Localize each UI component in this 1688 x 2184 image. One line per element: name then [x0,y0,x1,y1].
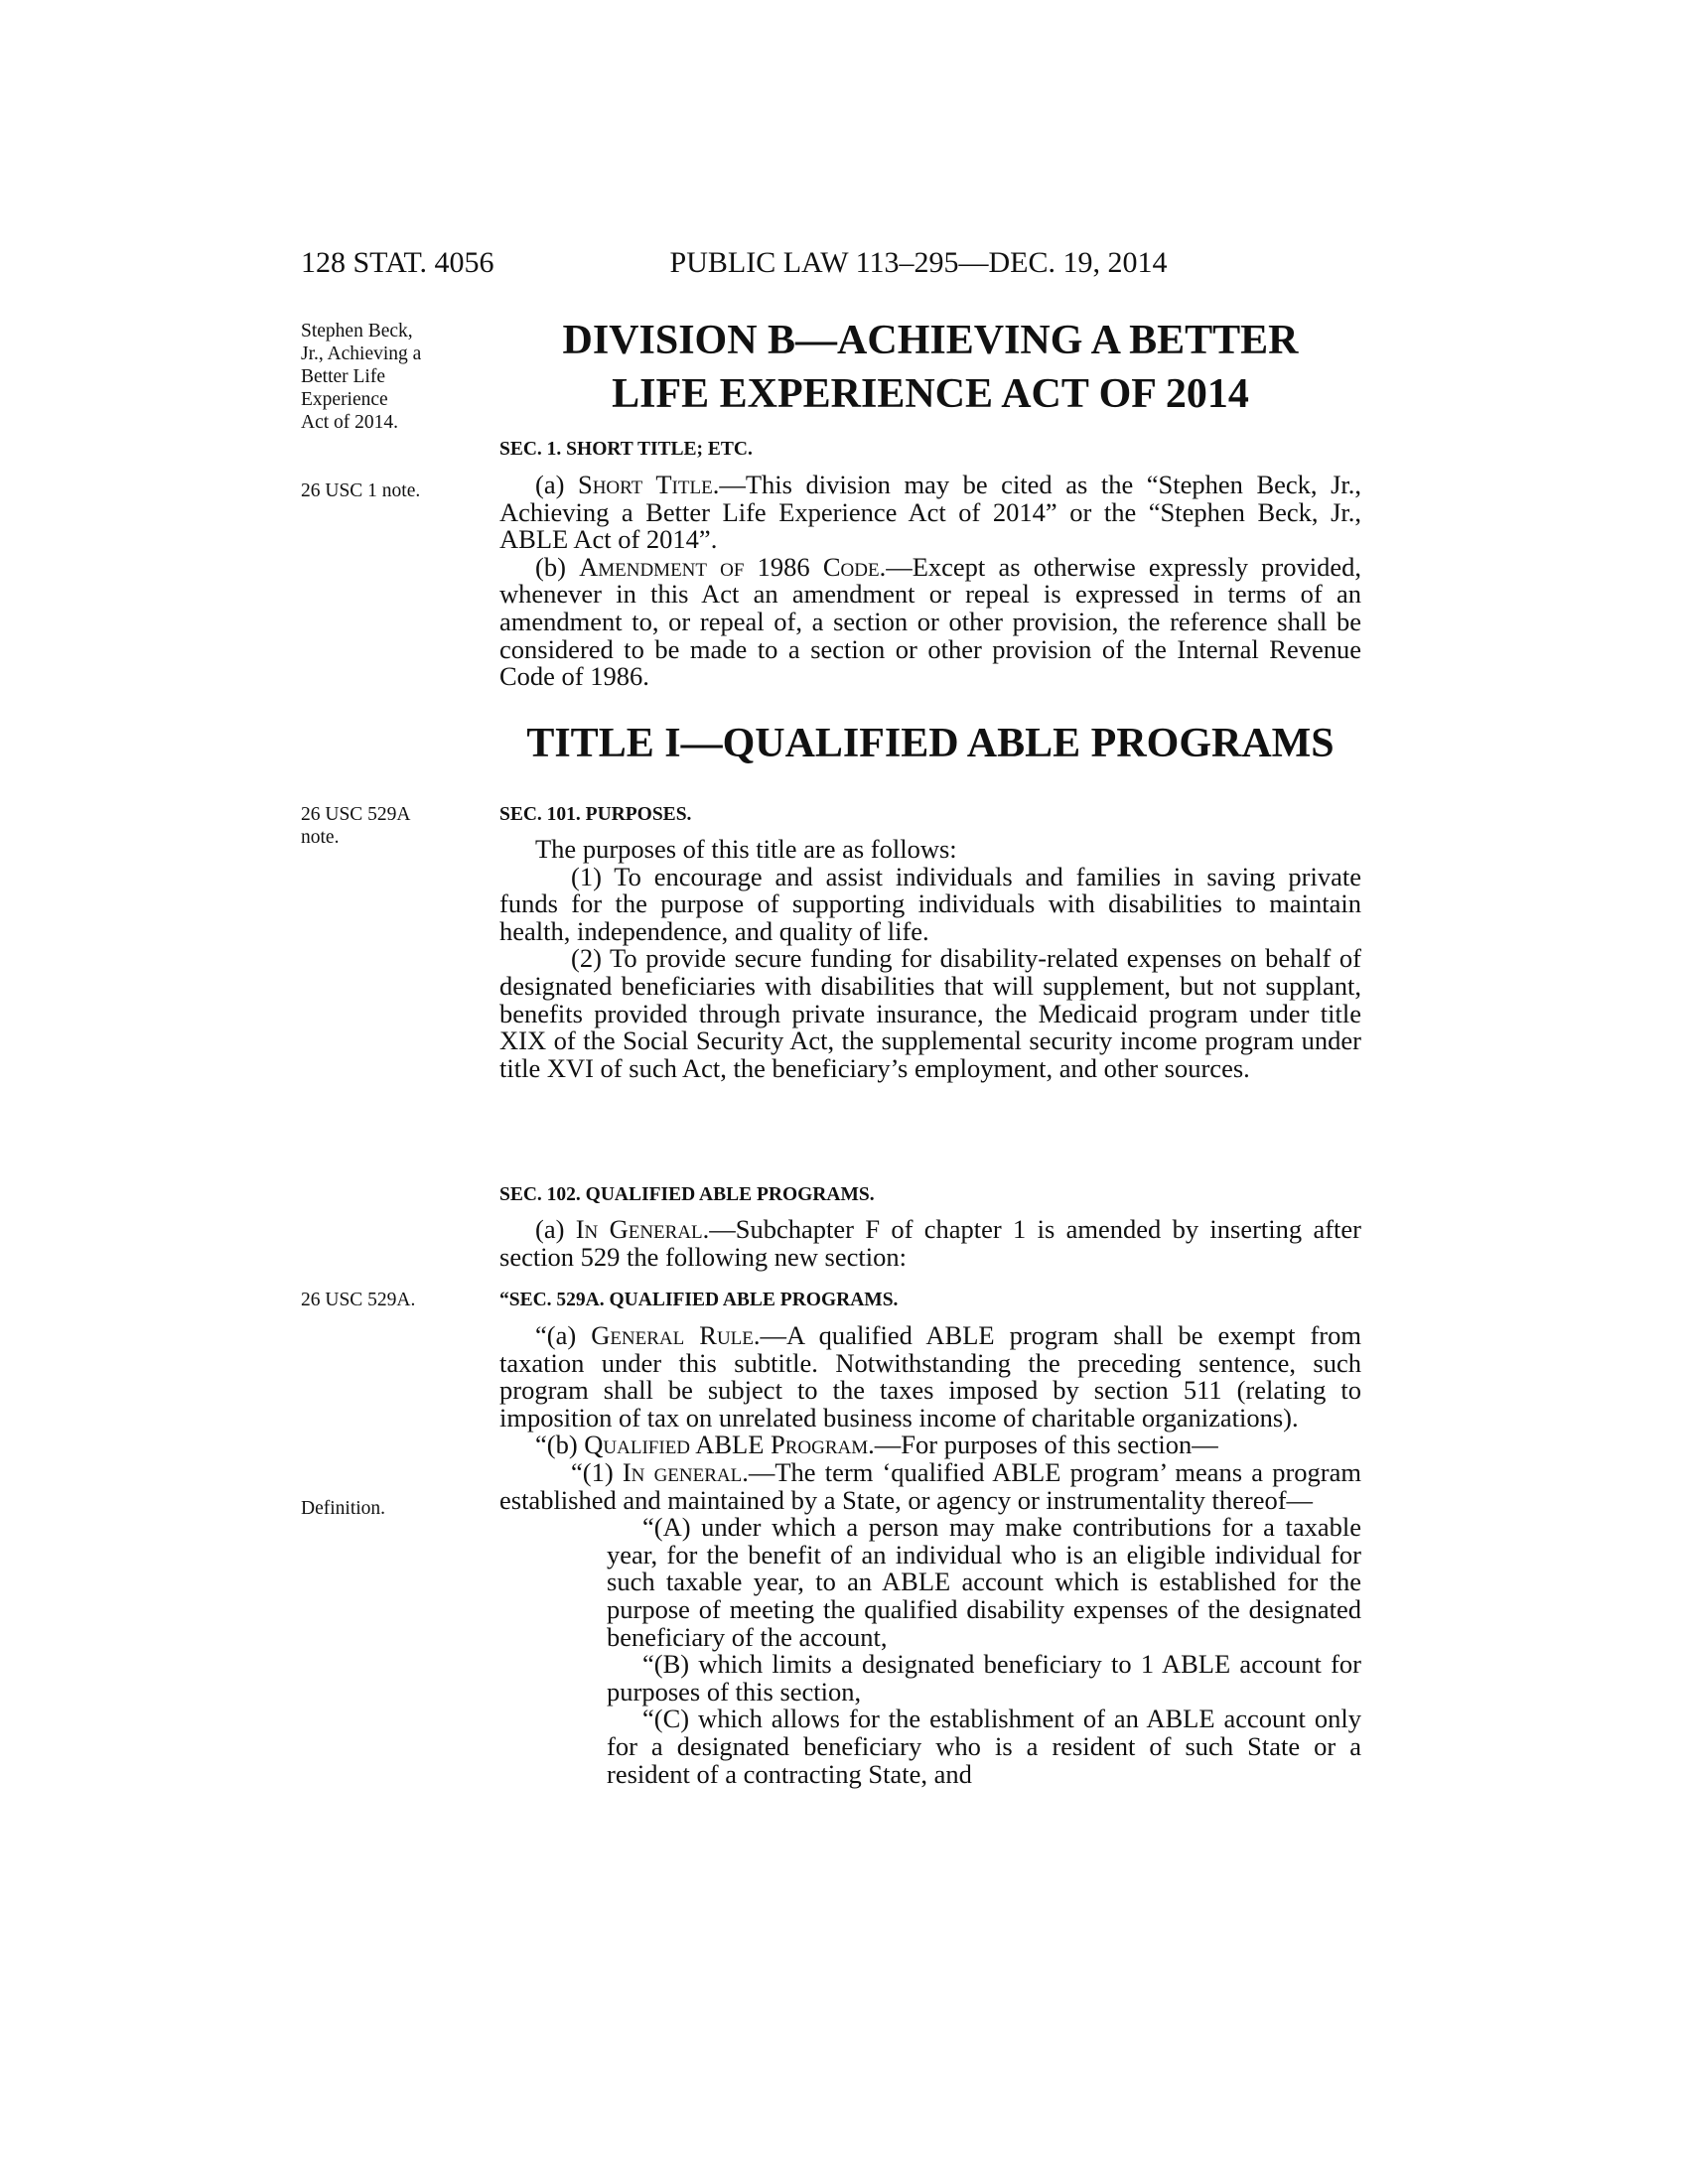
subsection-caption: General Rule [591,1320,754,1350]
section-101-body [499,836,1361,1082]
section-102-body [499,1216,1361,1271]
subsection-text: .—Except as otherwise expressly provided, whenever in this Act an amendment or repeal is expressed in terms of an amendment to, or repeal of, a section or other provision, the reference shall be considered to be made to a section or other provision of the Internal Revenue Code of 1986. [499,551,1361,692]
subsection-caption: Code [822,551,880,582]
margin-note-short-title [301,320,475,434]
running-header: PUBLIC LAW 113–295—DEC. 19, 2014 [669,246,1168,279]
subsection-text: .—This division may be cited as the “Stephen Beck, Jr., Achieving a Better Life Experience Act of 2014” or the “Stephen Beck, Jr., ABLE Act of 2014”. [499,470,1362,555]
section-529a-subsection-b [499,1432,1361,1459]
section-102-subsection-a [499,1216,1361,1271]
margin-note-line: Experience [301,389,388,410]
subsection-label: “(a) [535,1320,592,1350]
margin-note-definition: Definition. [301,1498,386,1519]
section-1-subsection-b [499,551,1361,692]
paragraph-text: .—The term ‘qualified ABLE program’ means a program established and maintained by a State, or agency or instrumentality thereof— [499,1456,1361,1515]
margin-note-line: Jr., Achieving a [301,343,422,364]
division-title-line: LIFE EXPERIENCE ACT OF 2014 [612,371,1249,417]
section-102-heading: SEC. 102. QUALIFIED ABLE PROGRAMS. [499,1184,875,1205]
subsection-label: “(b) [535,1430,585,1460]
section-1-body [499,472,1361,691]
page-stat-number: 128 STAT. 4056 [301,246,494,279]
margin-note-line: Better Life [301,366,385,387]
title-1-heading: TITLE I—QUALIFIED ABLE PROGRAMS [526,721,1335,766]
subsection-caption: In General [575,1214,703,1244]
subsection-caption: Amendment of [579,551,745,582]
subsection-label: (a) [535,1214,576,1244]
subsection-caption: Qualified ABLE Program [584,1430,869,1460]
section-529a-subparagraph-c: “(C) which allows for the establishment of an ABLE account only for a designated beneficiary who is a resident of such State or a resident of a contracting State, and [607,1704,1361,1789]
section-101-paragraph-2: (2) To provide secure funding for disability-related expenses on behalf of designated beneficiaries with disabilities that will supplement, but not supplant, benefits provided through private insurance, the Medicaid program under title XIX of the Social Security Act, the supplemental security income program under title XVI of such Act, the beneficiary’s employment, and other sources. [499,943,1361,1083]
margin-note-line: note. [301,827,340,848]
margin-note-line: 26 USC 529A [301,804,411,825]
section-529a-subsection-a [499,1322,1361,1432]
section-529a-paragraph-b1 [499,1456,1361,1515]
margin-note-usc-529a: 26 USC 529A. [301,1290,416,1310]
section-1-subsection-a [499,472,1361,554]
section-529a-body [499,1322,1361,1788]
section-529a-subparagraph-b: “(B) which limits a designated beneficiary to 1 ABLE account for purposes of this section, [607,1649,1361,1706]
section-529a-subparagraph-a: “(A) under which a person may make contributions for a taxable year, for the benefit of an individual who is an eligible individual for such taxable year, to an ABLE account which is established for the purpose of meeting the qualified disability expenses of the designated beneficiary of the account, [607,1512,1361,1652]
margin-note-line: Act of 2014. [301,412,399,433]
division-title [499,314,1361,421]
section-101-heading: SEC. 101. PURPOSES. [499,804,692,825]
section-101-intro: The purposes of this title are as follows: [535,834,957,864]
division-title-line: DIVISION B—ACHIEVING A BETTER [562,318,1299,363]
margin-note-line: Stephen Beck, [301,321,413,341]
section-101-paragraph-1: (1) To encourage and assist individuals and families in saving private funds for the purpose of supporting individuals with disabilities to maintain health, independence, and quality of life. [499,861,1361,946]
subsection-label: (b) [535,551,580,582]
subsection-text: .—Subchapter F of chapter 1 is amended by inserting after section 529 the following new section: [499,1214,1361,1272]
section-529a-heading: “SEC. 529A. QUALIFIED ABLE PROGRAMS. [499,1290,899,1310]
subsection-caption: Short Title [577,470,713,499]
section-1-heading: SEC. 1. SHORT TITLE; ETC. [499,439,753,460]
margin-note-usc-1: 26 USC 1 note. [301,480,421,501]
subsection-label: (a) [535,470,578,499]
subsection-text: .—A qualified ABLE program shall be exempt from taxation under this subtitle. Notwithstanding the preceding sentence, such program shall be subject to the taxes imposed by section 511 (relating to imposition of tax on unrelated business income of charitable organizations). [499,1320,1361,1433]
subsection-year: 1986 [744,551,823,582]
paragraph-label: “(1) [571,1456,623,1487]
subsection-text: .—For purposes of this section— [868,1430,1218,1460]
margin-note-usc-529a-note [301,803,475,849]
paragraph-caption: In general [622,1456,743,1487]
